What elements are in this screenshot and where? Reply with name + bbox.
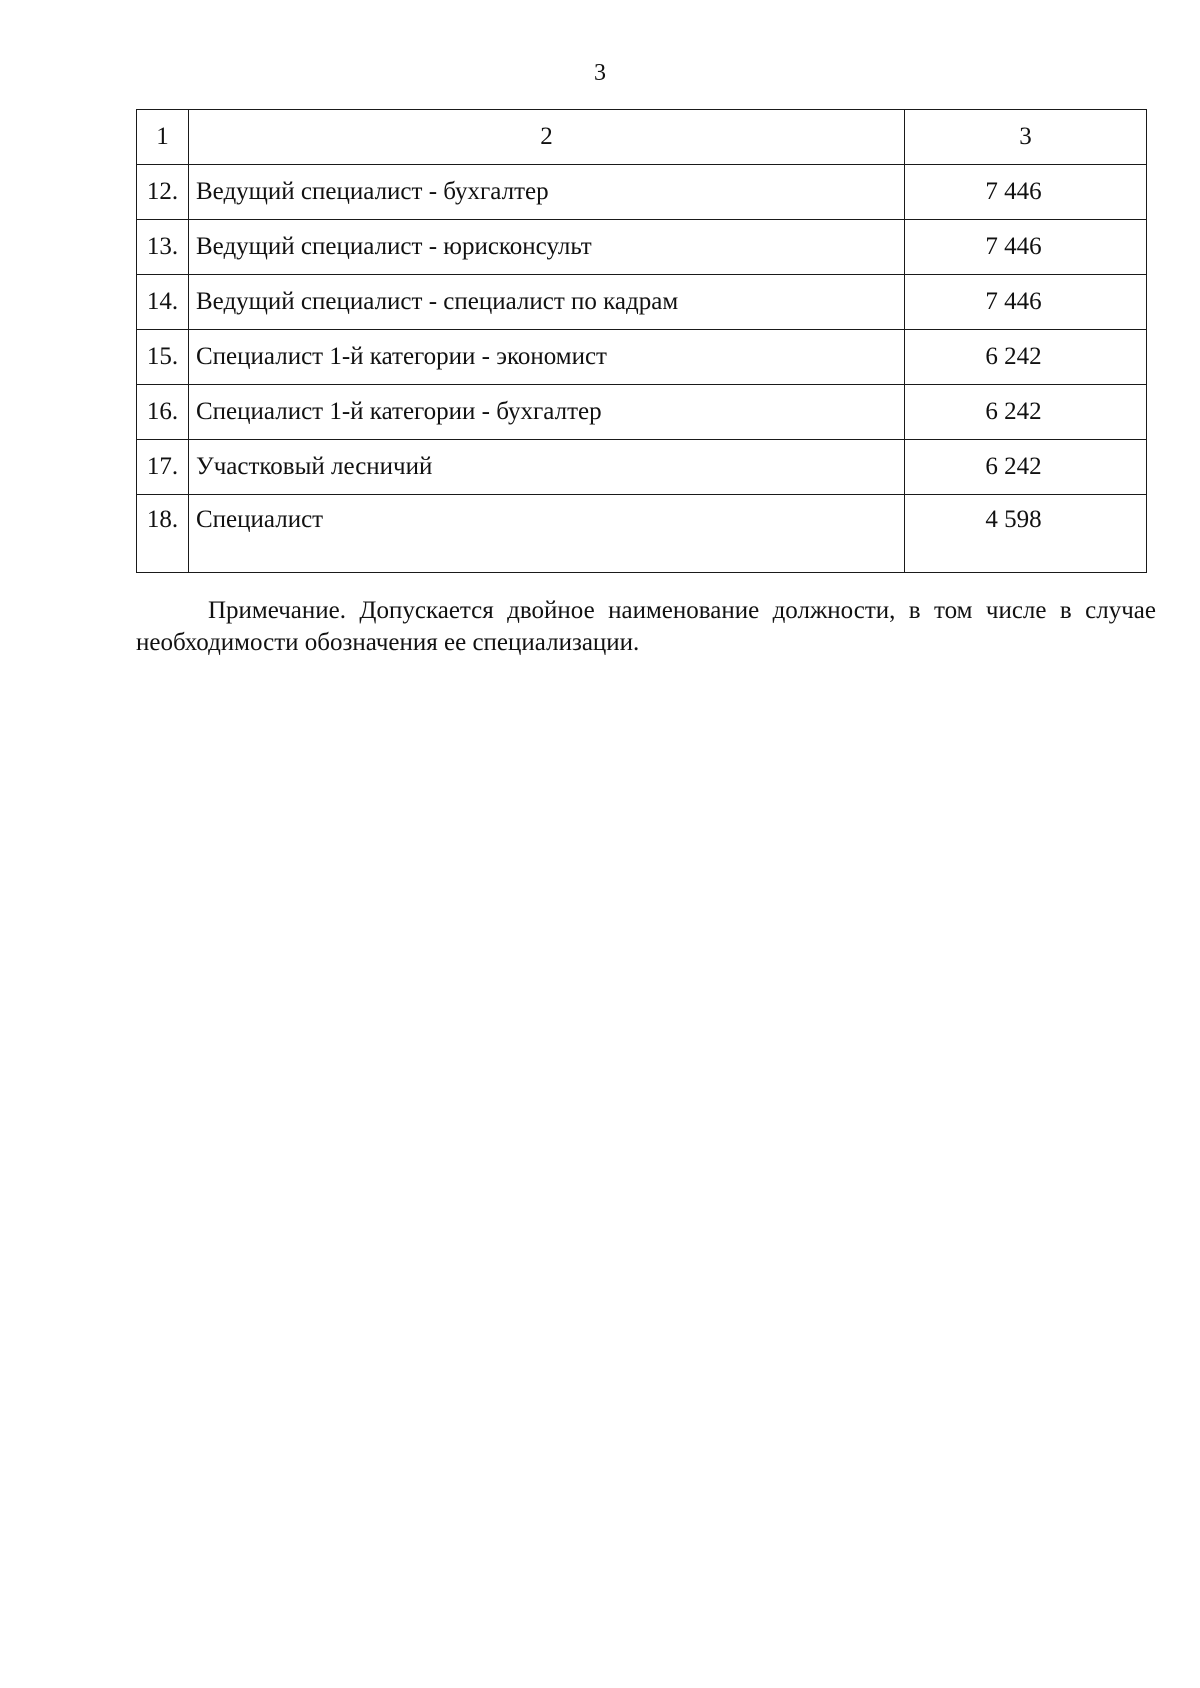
salary-value: 7 446 xyxy=(905,220,1147,275)
table-row xyxy=(137,165,1147,220)
position-name: Специалист 1-й категории - бухгалтер xyxy=(189,385,905,440)
column-header-1: 1 xyxy=(137,110,189,165)
salary-value: 6 242 xyxy=(905,330,1147,385)
row-number: 13. xyxy=(137,220,189,275)
row-number: 14. xyxy=(137,275,189,330)
position-name: Ведущий специалист - юрисконсульт xyxy=(189,220,905,275)
position-name: Специалист 1-й категории - экономист xyxy=(189,330,905,385)
position-name: Специалист xyxy=(189,495,905,573)
salary-value: 6 242 xyxy=(905,385,1147,440)
salary-value: 4 598 xyxy=(905,495,1147,573)
row-number: 18. xyxy=(137,495,189,573)
position-name: Ведущий специалист - бухгалтер xyxy=(189,165,905,220)
table-row xyxy=(137,220,1147,275)
salary-value: 6 242 xyxy=(905,440,1147,495)
row-number: 16. xyxy=(137,385,189,440)
positions-table xyxy=(136,109,1147,573)
table-row xyxy=(137,330,1147,385)
position-name: Участковый лесничий xyxy=(189,440,905,495)
note-paragraph: Примечание. Допускается двойное наименование должности, в том числе в случае необходимости обозначения ее специализации. xyxy=(136,597,1156,656)
row-number: 17. xyxy=(137,440,189,495)
row-number: 15. xyxy=(137,330,189,385)
salary-value: 7 446 xyxy=(905,275,1147,330)
table-row xyxy=(137,440,1147,495)
table-row xyxy=(137,385,1147,440)
row-number: 12. xyxy=(137,165,189,220)
position-name: Ведущий специалист - специалист по кадрам xyxy=(189,275,905,330)
table-row xyxy=(137,495,1147,573)
column-header-2: 2 xyxy=(189,110,905,165)
column-header-3: 3 xyxy=(905,110,1147,165)
page-number: 3 xyxy=(594,60,606,86)
table-row xyxy=(137,275,1147,330)
table-header-row xyxy=(137,110,1147,165)
salary-value: 7 446 xyxy=(905,165,1147,220)
